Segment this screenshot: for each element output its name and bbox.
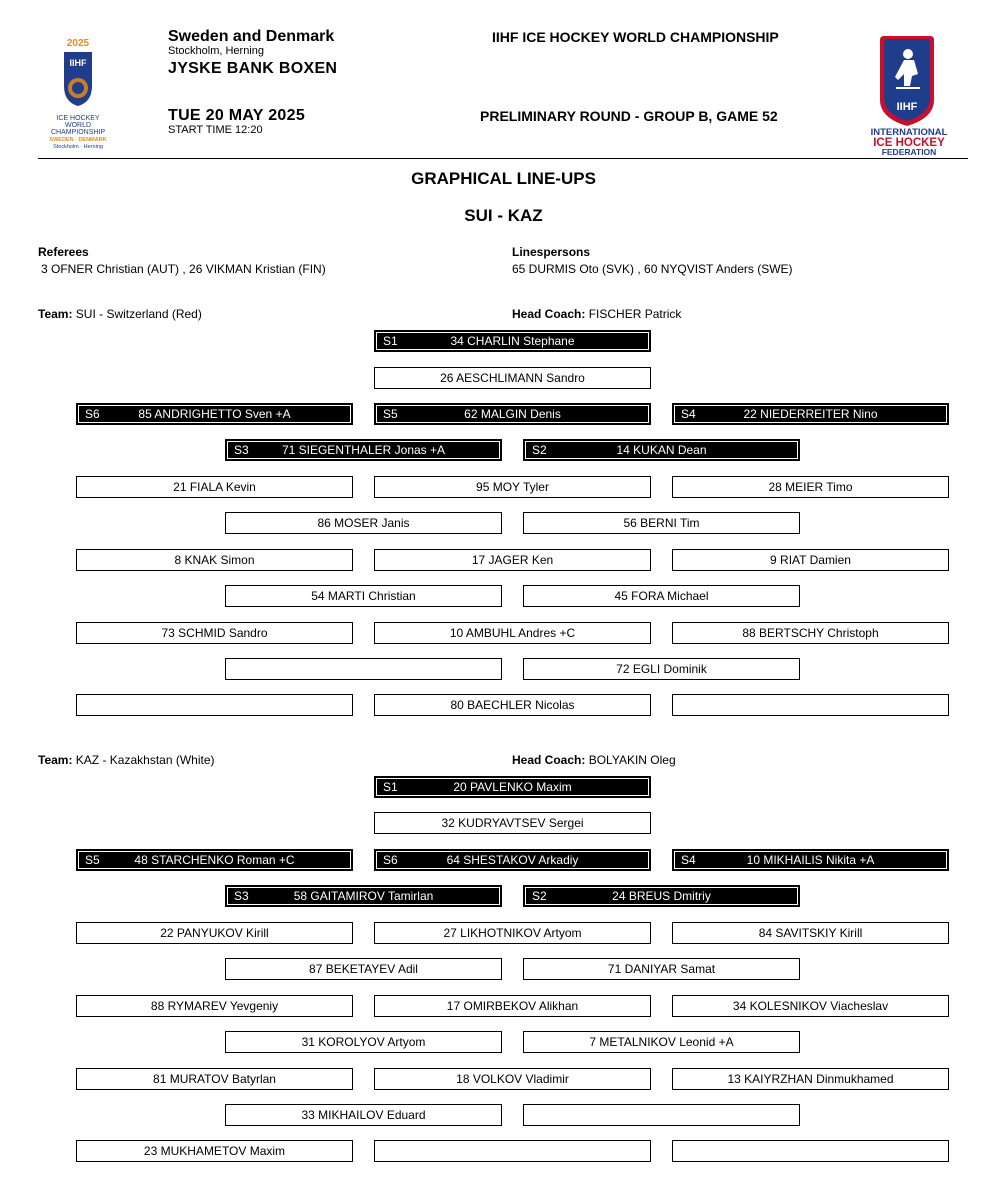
svg-text:ICE HOCKEY: ICE HOCKEY bbox=[873, 137, 945, 149]
player-slot: 18 VOLKOV Vladimir bbox=[374, 1068, 651, 1090]
player-slot bbox=[76, 694, 353, 716]
starter-defense-right: S2 14 KUKAN Dean bbox=[523, 439, 800, 461]
starter-left-wing: S6 85 ANDRIGHETTO Sven +A bbox=[76, 403, 353, 425]
starter-defense-left: S3 58 GAITAMIROV Tamirlan bbox=[225, 885, 502, 907]
player-slot: 88 RYMAREV Yevgeniy bbox=[76, 995, 353, 1017]
team-name: KAZ - Kazakhstan (White) bbox=[75, 753, 215, 767]
player-slot: 73 SCHMID Sandro bbox=[76, 622, 353, 644]
player-slot: 21 FIALA Kevin bbox=[76, 476, 353, 498]
starter-center: S5 62 MALGIN Denis bbox=[374, 403, 651, 425]
head-coach-info: Head Coach: BOLYAKIN Oleg bbox=[512, 753, 676, 767]
championship-logo bbox=[40, 36, 118, 156]
svg-text:Stockholm · Herning: Stockholm · Herning bbox=[53, 144, 103, 150]
player-slot bbox=[672, 694, 949, 716]
backup-goalie: 32 KUDRYAVTSEV Sergei bbox=[374, 812, 651, 834]
header-divider bbox=[38, 158, 968, 159]
player-slot: 23 MUKHAMETOV Maxim bbox=[76, 1140, 353, 1162]
svg-text:WORLD: WORLD bbox=[64, 122, 92, 129]
start-time: START TIME 12:20 bbox=[168, 124, 263, 136]
backup-goalie: 26 AESCHLIMANN Sandro bbox=[374, 367, 651, 389]
championship-title: IIHF ICE HOCKEY WORLD CHAMPIONSHIP bbox=[492, 29, 779, 45]
matchup-title: SUI - KAZ bbox=[464, 206, 543, 225]
player-slot bbox=[225, 658, 502, 680]
team-info: Team: SUI - Switzerland (Red) bbox=[38, 307, 202, 321]
player-slot: 9 RIAT Damien bbox=[672, 549, 949, 571]
team-name: SUI - Switzerland (Red) bbox=[75, 307, 202, 321]
player-slot: 7 METALNIKOV Leonid +A bbox=[523, 1031, 800, 1053]
starter-goalie: S1 34 CHARLIN Stephane bbox=[374, 330, 651, 352]
player-slot: 80 BAECHLER Nicolas bbox=[374, 694, 651, 716]
player-slot: 71 DANIYAR Samat bbox=[523, 958, 800, 980]
player-slot: 72 EGLI Dominik bbox=[523, 658, 800, 680]
head-coach-info: Head Coach: FISCHER Patrick bbox=[512, 307, 682, 321]
starter-left-wing: S5 48 STARCHENKO Roman +C bbox=[76, 849, 353, 871]
player-slot: 34 KOLESNIKOV Viacheslav bbox=[672, 995, 949, 1017]
player-slot bbox=[374, 1140, 651, 1162]
player-slot: 54 MARTI Christian bbox=[225, 585, 502, 607]
starter-center: S6 64 SHESTAKOV Arkadiy bbox=[374, 849, 651, 871]
starter-right-wing: S4 22 NIEDERREITER Nino bbox=[672, 403, 949, 425]
player-slot: 27 LIKHOTNIKOV Artyom bbox=[374, 922, 651, 944]
player-slot: 81 MURATOV Batyrlan bbox=[76, 1068, 353, 1090]
player-slot: 95 MOY Tyler bbox=[374, 476, 651, 498]
player-slot: 45 FORA Michael bbox=[523, 585, 800, 607]
starter-defense-left: S3 71 SIEGENTHALER Jonas +A bbox=[225, 439, 502, 461]
location-cities: Stockholm, Herning bbox=[168, 45, 264, 57]
round-title: PRELIMINARY ROUND - GROUP B, GAME 52 bbox=[480, 108, 778, 124]
svg-text:ICE HOCKEY: ICE HOCKEY bbox=[56, 115, 100, 122]
player-slot: 22 PANYUKOV Kirill bbox=[76, 922, 353, 944]
player-slot: 28 MEIER Timo bbox=[672, 476, 949, 498]
page-title: GRAPHICAL LINE-UPS bbox=[411, 169, 596, 188]
player-slot: 13 KAIYRZHAN Dinmukhamed bbox=[672, 1068, 949, 1090]
location-country: Sweden and Denmark bbox=[168, 28, 335, 45]
player-slot: 56 BERNI Tim bbox=[523, 512, 800, 534]
linespersons-label: Linespersons bbox=[512, 245, 591, 259]
logo-year: 2025 bbox=[66, 38, 90, 49]
player-slot bbox=[672, 1140, 949, 1162]
svg-text:FEDERATION: FEDERATION bbox=[881, 147, 937, 157]
player-slot: 10 AMBUHL Andres +C bbox=[374, 622, 651, 644]
head-coach-name: FISCHER Patrick bbox=[588, 307, 682, 321]
starter-defense-right: S2 24 BREUS Dmitriy bbox=[523, 885, 800, 907]
player-slot: 33 MIKHAILOV Eduard bbox=[225, 1104, 502, 1126]
player-slot bbox=[523, 1104, 800, 1126]
game-date: TUE 20 MAY 2025 bbox=[168, 107, 306, 124]
team-info: Team: KAZ - Kazakhstan (White) bbox=[38, 753, 215, 767]
svg-text:IIHF: IIHF bbox=[896, 101, 918, 113]
venue: JYSKE BANK BOXEN bbox=[168, 60, 338, 77]
iihf-federation-logo bbox=[866, 34, 952, 159]
player-slot: 86 MOSER Janis bbox=[225, 512, 502, 534]
starter-right-wing: S4 10 MIKHAILIS Nikita +A bbox=[672, 849, 949, 871]
referees-names: 3 OFNER Christian (AUT) , 26 VIKMAN Kristian (FIN) bbox=[41, 262, 326, 276]
player-slot: 87 BEKETAYEV Adil bbox=[225, 958, 502, 980]
svg-text:IIHF: IIHF bbox=[69, 58, 87, 68]
player-slot: 8 KNAK Simon bbox=[76, 549, 353, 571]
referees-label: Referees bbox=[38, 245, 89, 259]
player-slot: 88 BERTSCHY Christoph bbox=[672, 622, 949, 644]
svg-text:SWEDEN · DENMARK: SWEDEN · DENMARK bbox=[49, 137, 107, 143]
player-slot: 17 OMIRBEKOV Alikhan bbox=[374, 995, 651, 1017]
player-slot: 84 SAVITSKIY Kirill bbox=[672, 922, 949, 944]
head-coach-name: BOLYAKIN Oleg bbox=[588, 753, 676, 767]
svg-text:CHAMPIONSHIP: CHAMPIONSHIP bbox=[50, 129, 106, 136]
linespersons-names: 65 DURMIS Oto (SVK) , 60 NYQVIST Anders (SWE) bbox=[512, 262, 793, 276]
player-slot: 31 KOROLYOV Artyom bbox=[225, 1031, 502, 1053]
player-slot: 17 JAGER Ken bbox=[374, 549, 651, 571]
svg-text:INTERNATIONAL: INTERNATIONAL bbox=[870, 127, 948, 138]
starter-goalie: S1 20 PAVLENKO Maxim bbox=[374, 776, 651, 798]
